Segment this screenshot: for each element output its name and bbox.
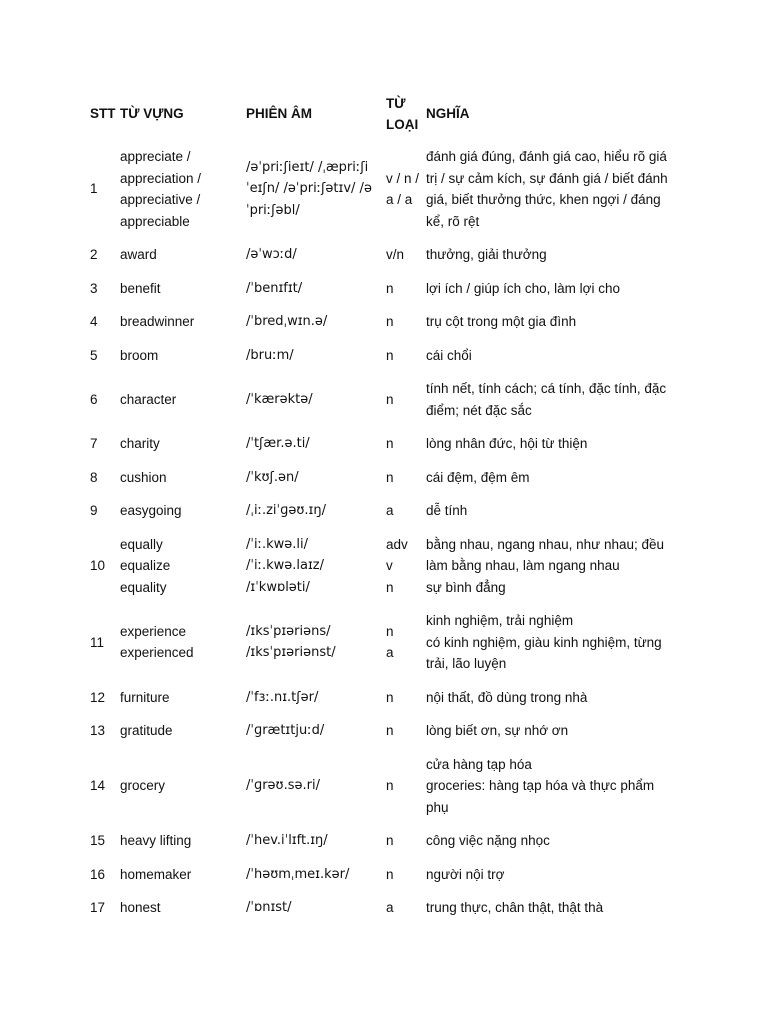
phonetic-cell [246,372,386,427]
part-of-speech-line: a [386,645,394,661]
vocab-word-line: breadwinner [120,314,195,329]
phonetic-cell [246,528,386,605]
phonetic-line: /ˈhev.iˈlɪft.ɪŋ/ [246,833,328,848]
vocab-word-line: equality [120,579,167,595]
header-stt: STT [90,106,116,122]
part-of-speech-cell [386,427,426,461]
meaning-cell [426,748,682,825]
phonetic-cell [246,681,386,715]
vocab-word-cell [120,238,246,272]
part-of-speech-line: n [386,866,394,882]
row-number: 11 [90,634,105,650]
vocab-word-line: experienced [120,645,194,661]
header-meaning: NGHĨA [426,106,470,122]
vocab-word-line: broom [120,347,159,363]
row-number: 13 [90,723,106,738]
part-of-speech-cell [386,461,426,495]
phonetic-cell [246,427,386,461]
part-of-speech-line: a [386,900,394,915]
table-header-row [86,88,682,140]
vocab-word-line: character [120,391,177,407]
phonetic-line: /ˈtʃær.ə.ti/ [246,436,310,451]
row-number: 14 [90,778,106,793]
phonetic-line: /bruːm/ [246,347,294,363]
part-of-speech-cell [386,858,426,892]
vocab-word-cell [120,372,246,427]
meaning-line: lợi ích / giúp ích cho, làm lợi cho [426,280,621,296]
meaning-cell [426,858,682,892]
part-of-speech-line: n [386,469,394,485]
meaning-line: phụ [426,799,449,815]
table-row [86,891,682,925]
row-number: 1 [90,181,98,197]
row-number: 12 [90,689,106,705]
phonetic-line: /əˈwɔːd/ [246,247,297,262]
meaning-line: cửa hàng tạp hóa [426,756,532,772]
phonetic-cell [246,461,386,495]
part-of-speech-line: n [386,347,394,363]
phonetic-line: /ɪˈkwɒləti/ [246,579,310,595]
meaning-cell [426,824,682,858]
table-row [86,238,682,272]
phonetic-line: ˈeɪʃn/ /əˈpriːʃətɪv/ /ə [246,181,372,197]
vocab-word-cell [120,824,246,858]
table-row [86,427,682,461]
vocab-word-line: charity [120,436,160,451]
phonetic-line: /ˈkʊʃ.ən/ [246,469,299,485]
part-of-speech-line: n [386,314,394,329]
vocab-word-cell [120,427,246,461]
meaning-cell [426,305,682,339]
meaning-line: có kinh nghiệm, giàu kinh nghiệm, từng [426,634,662,650]
phonetic-cell [246,494,386,528]
vocab-word-cell [120,604,246,681]
meaning-cell [426,528,682,605]
table-row [86,272,682,306]
phonetic-line: /ˈiː.kwə.li/ [246,536,308,552]
phonetic-cell [246,272,386,306]
table-row [86,461,682,495]
meaning-line: nội thất, đồ dùng trong nhà [426,689,588,705]
row-number: 5 [90,347,98,363]
row-number: 2 [90,247,98,262]
vocab-word-cell [120,272,246,306]
table-row [86,604,682,681]
part-of-speech-line: n [386,778,394,793]
row-number: 10 [90,558,106,573]
vocab-word-line: appreciate / [120,149,191,164]
meaning-cell [426,272,682,306]
meaning-line: trung thực, chân thật, thật thà [426,900,604,915]
row-number: 17 [90,900,106,915]
meaning-line: người nội trợ [426,866,505,882]
meaning-line: cái chổi [426,347,472,363]
meaning-line: groceries: hàng tạp hóa và thực phẩm [426,778,655,793]
vocab-word-cell [120,494,246,528]
part-of-speech-line: v [386,558,393,573]
phonetic-line: /ˈbenɪfɪt/ [246,280,303,296]
phonetic-line: /ˈɒnɪst/ [246,900,292,915]
meaning-line: trụ cột trong một gia đình [426,314,577,329]
part-of-speech-line: n [386,833,394,848]
vocab-word-line: cushion [120,469,167,485]
row-number: 9 [90,503,98,518]
part-of-speech-cell [386,494,426,528]
vocab-word-line: gratitude [120,723,173,738]
part-of-speech-line: v/n [386,247,405,262]
table-row [86,681,682,715]
part-of-speech-cell [386,604,426,681]
part-of-speech-cell [386,140,426,238]
meaning-line: bằng nhau, ngang nhau, như nhau; đều [426,536,665,552]
phonetic-line: /ˌiː.ziˈɡəʊ.ɪŋ/ [246,503,326,518]
table-row [86,858,682,892]
part-of-speech-cell [386,681,426,715]
meaning-line: kể, rõ rệt [426,213,480,229]
row-number: 4 [90,314,98,329]
meaning-line: giá, biết thưởng thức, khen ngợi / đáng [426,192,661,207]
vocabulary-table [86,88,682,925]
header-word: TỪ VỰNG [120,106,184,122]
phonetic-line: /ˈhəʊmˌmeɪ.kər/ [246,866,350,882]
vocab-word-line: award [120,247,157,262]
part-of-speech-line: a [386,503,394,518]
phonetic-line: /ˈɡrætɪtjuːd/ [246,723,325,738]
vocab-word-cell [120,461,246,495]
vocab-word-line: grocery [120,778,166,793]
meaning-cell [426,714,682,748]
vocab-word-cell [120,305,246,339]
meaning-line: thưởng, giải thưởng [426,247,547,262]
phonetic-line: /ˈkærəktə/ [246,391,313,407]
meaning-cell [426,427,682,461]
meaning-cell [426,494,682,528]
vocab-word-line: appreciative / [120,192,201,207]
vocab-word-cell [120,528,246,605]
part-of-speech-cell [386,238,426,272]
phonetic-cell [246,714,386,748]
vocab-word-line: furniture [120,689,170,705]
row-number: 6 [90,391,98,407]
part-of-speech-cell [386,272,426,306]
part-of-speech-line: n [386,436,394,451]
row-number: 3 [90,280,98,296]
meaning-cell [426,140,682,238]
phonetic-line: /ɪksˈpɪəriəns/ [246,623,331,639]
part-of-speech-line: adv [386,536,408,552]
meaning-line: làm bằng nhau, làm ngang nhau [426,558,620,573]
meaning-line: điểm; nét đặc sắc [426,402,532,418]
phonetic-line: /əˈpriːʃieɪt/ /ˌæpriːʃi [246,159,369,175]
table-row [86,748,682,825]
meaning-cell [426,372,682,427]
row-number: 8 [90,469,98,485]
vocab-word-line: benefit [120,280,161,296]
vocab-word-cell [120,891,246,925]
table-row [86,714,682,748]
table-row [86,824,682,858]
meaning-cell [426,604,682,681]
phonetic-cell [246,305,386,339]
meaning-line: công việc nặng nhọc [426,833,550,848]
row-number: 7 [90,436,98,451]
part-of-speech-cell [386,305,426,339]
meaning-line: trải, lão luyện [426,656,507,671]
phonetic-line: /ɪksˈpɪəriənst/ [246,645,336,661]
meaning-line: cái đệm, đệm êm [426,469,530,485]
meaning-cell [426,891,682,925]
part-of-speech-cell [386,714,426,748]
meaning-line: lòng nhân đức, hội từ thiện [426,436,588,451]
meaning-cell [426,681,682,715]
meaning-line: kinh nghiệm, trải nghiệm [426,613,574,628]
vocab-word-cell [120,681,246,715]
phonetic-cell [246,140,386,238]
header-pos: TỪ LOẠI [386,95,419,132]
part-of-speech-line: n [386,280,394,296]
vocab-word-cell [120,339,246,373]
vocab-word-cell [120,858,246,892]
vocab-word-line: equalize [120,558,171,573]
meaning-line: trị / sự cảm kích, sự đánh giá / biết đánh [426,170,668,186]
phonetic-line: ˈpriːʃəbl/ [246,202,300,218]
meaning-line: dễ tính [426,503,468,518]
part-of-speech-line: n [386,391,394,407]
vocab-word-line: equally [120,536,163,552]
part-of-speech-line: v / n / [386,170,420,186]
part-of-speech-cell [386,891,426,925]
table-row [86,372,682,427]
phonetic-line: /ˈbredˌwɪn.ə/ [246,314,328,329]
part-of-speech-cell [386,748,426,825]
part-of-speech-line: a / a [386,192,413,207]
vocab-word-line: homemaker [120,866,192,882]
phonetic-cell [246,604,386,681]
part-of-speech-cell [386,372,426,427]
phonetic-cell [246,748,386,825]
meaning-line: tính nết, tính cách; cá tính, đặc tính, đặc [426,381,667,396]
meaning-line: đánh giá đúng, đánh giá cao, hiểu rõ giá [426,149,667,164]
meaning-line: sự bình đẳng [426,579,506,595]
part-of-speech-line: n [386,623,394,639]
row-number: 15 [90,833,106,848]
part-of-speech-line: n [386,689,394,705]
phonetic-cell [246,238,386,272]
vocab-word-line: heavy lifting [120,833,192,848]
phonetic-line: /ˈfɜː.nɪ.tʃər/ [246,689,319,705]
phonetic-line: /ˈɡrəʊ.sə.ri/ [246,778,320,793]
phonetic-cell [246,339,386,373]
part-of-speech-line: n [386,579,394,595]
phonetic-line: /ˈiː.kwə.laɪz/ [246,558,324,573]
table-row [86,528,682,605]
table-row [86,339,682,373]
vocab-word-line: honest [120,900,161,915]
vocab-word-cell [120,140,246,238]
vocab-word-cell [120,748,246,825]
phonetic-cell [246,891,386,925]
part-of-speech-cell [386,824,426,858]
vocab-word-line: appreciation / [120,170,202,186]
meaning-cell [426,461,682,495]
meaning-cell [426,339,682,373]
phonetic-cell [246,858,386,892]
vocab-word-cell [120,714,246,748]
table-body [86,140,682,925]
table-row [86,140,682,238]
part-of-speech-cell [386,528,426,605]
vocab-word-line: experience [120,623,187,639]
row-number: 16 [90,866,106,882]
part-of-speech-cell [386,339,426,373]
vocab-word-line: appreciable [120,213,190,229]
vocab-word-line: easygoing [120,503,182,518]
meaning-cell [426,238,682,272]
table-row [86,494,682,528]
part-of-speech-line: n [386,723,394,738]
phonetic-cell [246,824,386,858]
meaning-line: lòng biết ơn, sự nhớ ơn [426,723,569,738]
table-row [86,305,682,339]
header-ipa: PHIÊN ÂM [246,106,313,122]
